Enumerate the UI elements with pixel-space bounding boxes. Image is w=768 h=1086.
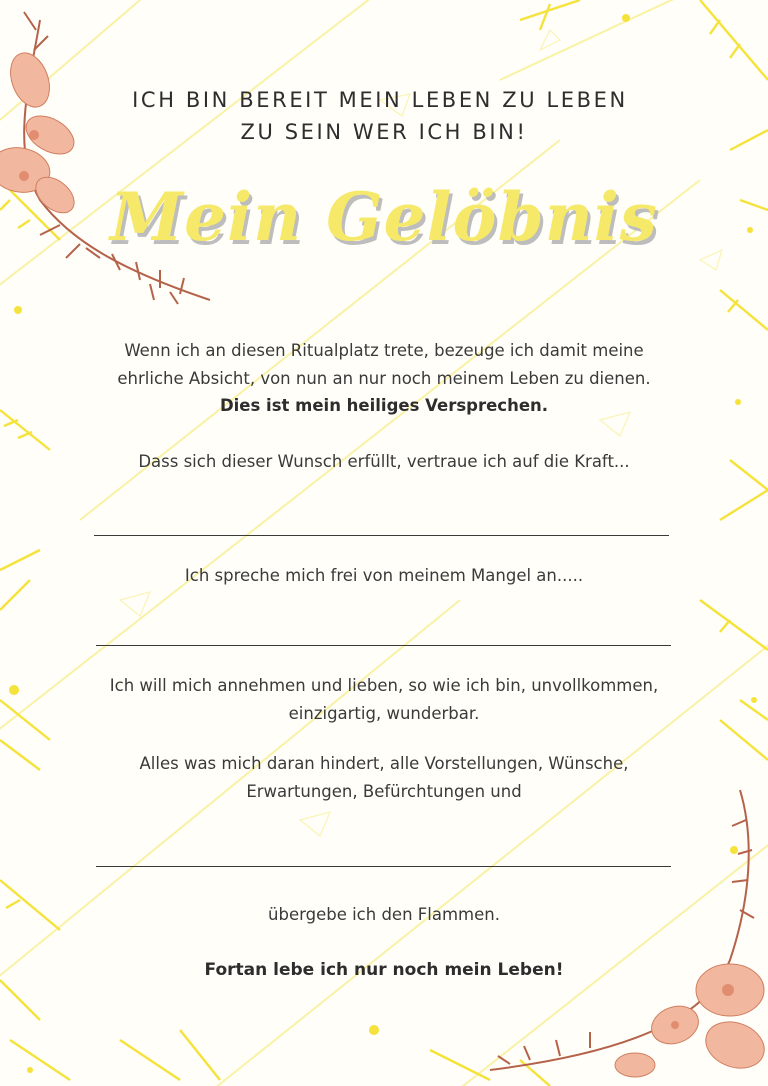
- header-line-1: ICH BIN BEREIT MEIN LEBEN ZU LEBEN: [132, 88, 628, 112]
- free-statement: Ich spreche mich frei von meinem Mangel an.....: [184, 566, 584, 585]
- hinder-line-1: Alles was mich daran hindert, alle Vorstellungen, Wünsche,: [139, 754, 629, 773]
- page-title: Mein Gelöbnis: [110, 178, 658, 256]
- header-line-2: ZU SEIN WER ICH BIN!: [240, 120, 528, 144]
- flames-statement: übergebe ich den Flammen.: [268, 905, 500, 924]
- flower-branch-top-left: [0, 0, 230, 330]
- accept-line-1: Ich will mich annehmen und lieben, so wie ich bin, unvollkommen,: [109, 676, 659, 695]
- intro-line-2: ehrliche Absicht, von nun an nur noch meinem Leben zu dienen.: [117, 369, 651, 388]
- wish-statement: Dass sich dieser Wunsch erfüllt, vertraue ich auf die Kraft...: [138, 452, 630, 471]
- intro-line-1: Wenn ich an diesen Ritualplatz trete, bezeuge ich damit meine: [124, 341, 644, 360]
- blank-line-3: [96, 866, 671, 867]
- promise-statement: Dies ist mein heiliges Versprechen.: [219, 396, 549, 415]
- blank-line-2: [96, 645, 671, 646]
- closing-statement: Fortan lebe ich nur noch mein Leben!: [204, 960, 564, 980]
- flower-branch-bottom-right: [470, 780, 768, 1086]
- hinder-line-2: Erwartungen, Befürchtungen und: [246, 782, 522, 801]
- accept-line-2: einzigartig, wunderbar.: [288, 704, 480, 723]
- blank-line-1: [94, 535, 669, 536]
